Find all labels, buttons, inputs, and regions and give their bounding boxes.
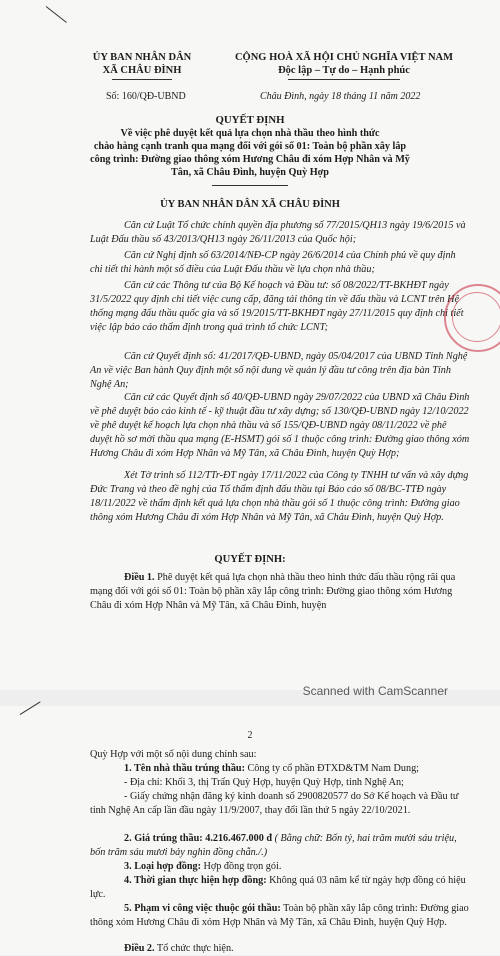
item-3-value: Hợp đồng trọn gói. [200, 861, 282, 872]
red-seal-inner-ring [452, 292, 500, 342]
article-1-label: Điều 1. [124, 572, 155, 583]
article-2-text: Tổ chức thực hiện. [154, 943, 234, 954]
national-title: CỘNG HOÀ XÃ HỘI CHỦ NGHĨA VIỆT NAM [234, 52, 454, 63]
business-license: - Giấy chứng nhận đăng ký kinh doanh số 2900820577 do Sở Kế hoạch và Đầu tư tỉnh Nghệ An cấp lần đầu ngày 11/9/2007, thay đổi lần thứ 5 ngày 22/10/2021. [90, 791, 459, 816]
national-motto: Độc lập – Tự do – Hạnh phúc [278, 65, 410, 76]
work-scope [90, 902, 470, 930]
decision-title: QUYẾT ĐỊNH [215, 114, 285, 126]
article-1-text: Phê duyệt kết quả lựa chọn nhà thầu theo hình thức đấu thầu rộng rãi qua mạng đối với gói số 01: Toàn bộ phần xây lắp công trình: Đường giao thông xóm Hương Châu đi xóm Hợp Nhân và Mỹ Tân, xã Châu Đình, huyện [90, 572, 456, 611]
item-2-words: ( Bằng chữ: Bốn tỷ, hai trăm mười sáu triệu, bốn trăm sáu mươi bảy nghìn đồng chẵn./.) [90, 833, 457, 858]
article-2 [90, 942, 470, 956]
item-4-value: Không quá 03 năm kể từ ngày hợp đồng có hiệu lực. [90, 875, 466, 900]
header-underline-right [288, 79, 400, 80]
decision-subject-line: chào hàng cạnh tranh qua mạng đối với gói số 01: Toàn bộ phần xây lắp [93, 141, 407, 152]
bidder-address: - Địa chỉ: Khối 3, thị Trấn Quỳ Hợp, huyện Quỳ Hợp, tỉnh Nghệ An; [124, 777, 404, 788]
page-number: 2 [247, 730, 253, 741]
legal-basis: Căn cứ các Quyết định số 40/QĐ-UBND ngày 29/07/2022 của UBND xã Châu Đình về phê duyệt báo cáo kinh tế - kỹ thuật đầu tư xây dựng; số 130/QĐ-UBND ngày 12/10/2022 về phê duyệt kế hoạch lựa chọn nhà thầu và số 155/QĐ-UBND ngày 08/11/2022 về phê duyệt hồ sơ mời thầu qua mạng (E-HSMT) gói số 1 thuộc công trình: Đường giao thông xóm Hương Châu đi xóm Hợp Nhân và Mỹ Tân, xã Châu Đình, huyện Quỳ Hợp; [90, 392, 470, 459]
camscanner-watermark: Scanned with CamScanner [302, 684, 448, 698]
decision-subject-line: Về việc phê duyệt kết quả lựa chọn nhà thầu theo hình thức [120, 128, 380, 139]
document-page-2 [0, 706, 500, 955]
legal-basis: Căn cứ Nghị định số 63/2014/NĐ-CP ngày 26/6/2014 của Chính phủ về quy định chi tiết thi hành một số điều của Luật Đấu thầu về lựa chọn nhà thầu; [90, 250, 456, 275]
commune-name: XÃ CHÂU ĐÌNH [102, 65, 182, 76]
item-1-value: Công ty cổ phần ĐTXD&TM Nam Dung; [244, 763, 419, 774]
item-5-label: 5. Phạm vi công việc thuộc gói thầu: [124, 903, 281, 914]
title-divider [212, 185, 288, 186]
legal-basis: Căn cứ Quyết định số: 41/2017/QĐ-UBND, ngày 05/04/2017 của UBND Tỉnh Nghệ An về việc Ban hành Quy định một số nội dung về quản lý đầu tư công trên địa bàn Tỉnh Nghệ An; [90, 351, 468, 390]
legal-basis: Căn cứ các Thông tư của Bộ Kế hoạch và Đầu tư: số 08/2022/TT-BKHĐT ngày 31/5/2022 quy định chi tiết việc cung cấp, đăng tải thông tin về đấu thầu và LCNT trên Hệ thống mạng đấu thầu quốc gia và số 19/2015/TT-BKHĐT ngày 27/11/2015 quy định chi tiết việc lập báo cáo thẩm định trong quá trình tổ chức LCNT; [90, 280, 464, 333]
document-date: Châu Đình, ngày 18 tháng 11 năm 2022 [260, 91, 421, 102]
contract-type [90, 860, 470, 874]
item-4-label: 4. Thời gian thực hiện hợp đồng: [124, 875, 267, 886]
article-1 [90, 571, 470, 613]
item-5-value: Toàn bộ phần xây lắp công trình: Đường giao thông xóm Hương Châu đi xóm Hợp Nhân và Mỹ Tân, xã Châu Đình, huyện Quỳ Hợp. [90, 903, 469, 928]
decision-subject-line: Tân, xã Châu Đình, huyện Quỳ Hợp [171, 167, 329, 178]
header-underline-left [112, 79, 172, 80]
intro-line: Quỳ Hợp với một số nội dung chính sau: [90, 749, 257, 760]
item-1-label: 1. Tên nhà thầu trúng thầu: [124, 763, 245, 774]
winning-bidder [90, 762, 470, 776]
item-3-label: 3. Loại hợp đồng: [124, 861, 201, 872]
decision-subject-line: công trình: Đường giao thông xóm Hương Châu đi xóm Hợp Nhân và Mỹ [90, 154, 410, 165]
article-2-label: Điều 2. [124, 943, 155, 954]
pen-mark [20, 701, 41, 715]
legal-basis: Xét Tờ trình số 112/TTr-ĐT ngày 17/11/2022 của Công ty TNHH tư vấn và xây dựng Đức Trang và theo đề nghị của Tổ thẩm định đấu thầu tại Báo cáo số 08/BC-TTĐ ngày 18/11/2022 về thẩm định kết quả lựa chọn nhà thầu gói số 1 thuộc công trình: Đường giao thông xóm Hương Châu đi xóm Hợp Nhân và Mỹ Tân, xã Châu Đình, huyện Quỳ Hợp. [90, 470, 469, 523]
pen-mark [46, 6, 67, 23]
item-2-label: 2. Giá trúng thầu: 4.216.467.000 đ [124, 833, 273, 844]
decide-heading: QUYẾT ĐỊNH: [214, 554, 286, 565]
winning-price [90, 832, 470, 860]
legal-basis: Căn cứ Luật Tổ chức chính quyền địa phương số 77/2015/QH13 ngày 19/6/2015 và Luật Đấu thầu số 43/2013/QH13 ngày 26/11/2013 của Quốc hội; [90, 220, 466, 245]
contract-duration [90, 874, 470, 902]
document-number: Số: 160/QĐ-UBND [106, 91, 186, 102]
issuing-authority: ỦY BAN NHÂN DÂN XÃ CHÂU ĐÌNH [160, 199, 340, 210]
agency-name: ỦY BAN NHÂN DÂN [92, 52, 192, 63]
